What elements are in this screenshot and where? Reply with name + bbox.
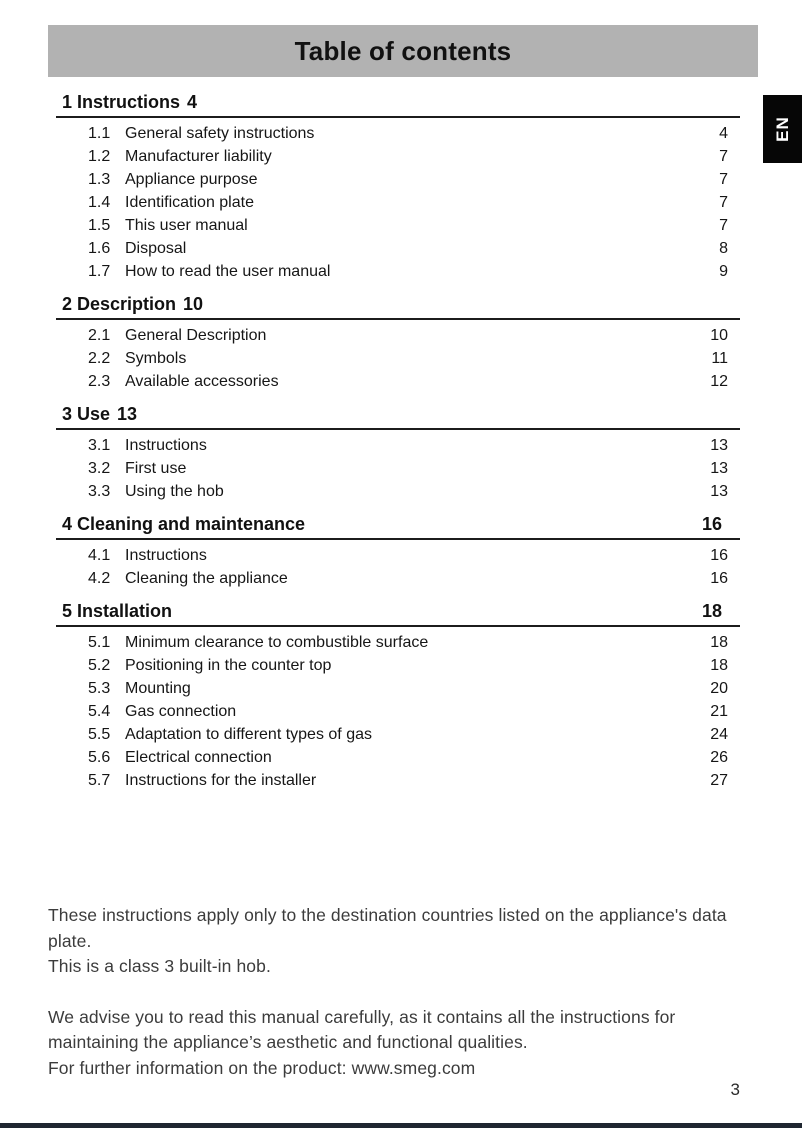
section-entries [56, 320, 740, 393]
entry-number: 2.3 [88, 373, 111, 390]
entry-number: 1.4 [88, 194, 111, 211]
page-number: 3 [730, 1080, 740, 1099]
entry-label: Gas connection [125, 703, 237, 720]
entry-number: 1.7 [88, 263, 111, 280]
entry-page: 27 [710, 772, 728, 789]
entry-page: 16 [710, 547, 728, 564]
footer-advice [48, 1005, 764, 1082]
entry-page: 7 [719, 148, 728, 165]
toc-entry [56, 654, 740, 677]
language-tab-label: EN [772, 116, 792, 142]
entry-number: 1.5 [88, 217, 111, 234]
section-entries [56, 540, 740, 590]
entry-page: 12 [710, 373, 728, 390]
footer-advice-line: We advise you to read this manual carefully, as it contains all the instructions for maintaining the appliance’s aesthetic and functional qualities. [48, 1006, 676, 1052]
toc-section [56, 402, 740, 503]
entry-label: Available accessories [125, 373, 279, 390]
toc-entry [56, 434, 740, 457]
entry-label: Electrical connection [125, 749, 272, 766]
entry-label: Positioning in the counter top [125, 657, 332, 674]
section-heading-page: 10 [183, 294, 204, 314]
entry-page: 26 [710, 749, 728, 766]
footer-note: This is a class 3 built-in hob. [48, 956, 271, 976]
entry-label: First use [125, 460, 187, 477]
toc-section [56, 292, 740, 393]
section-heading-page: 13 [117, 404, 138, 424]
page-title: Table of contents [294, 35, 512, 66]
toc-entry [56, 480, 740, 503]
entry-label: Using the hob [125, 483, 224, 500]
footer-notes [48, 903, 764, 980]
section-heading-page: 16 [701, 514, 722, 534]
toc-entry [56, 677, 740, 700]
entry-page: 13 [710, 460, 728, 477]
section-heading-row [56, 402, 740, 430]
entry-page: 18 [710, 634, 728, 651]
entry-label: Instructions for the installer [125, 772, 317, 789]
entry-page: 18 [710, 657, 728, 674]
entry-number: 2.2 [88, 350, 111, 367]
entry-page: 7 [719, 171, 728, 188]
entry-label: This user manual [125, 217, 248, 234]
entry-page: 4 [719, 125, 728, 142]
toc-entry [56, 191, 740, 214]
entry-label: Minimum clearance to combustible surface [125, 634, 429, 651]
entry-label: General safety instructions [125, 125, 315, 142]
toc-entry [56, 122, 740, 145]
table-of-contents [48, 90, 740, 792]
entry-label: Cleaning the appliance [125, 570, 288, 587]
entry-number: 5.2 [88, 657, 111, 674]
entry-number: 4.1 [88, 547, 111, 564]
toc-entry [56, 347, 740, 370]
section-heading-row [56, 599, 740, 627]
toc-entry [56, 723, 740, 746]
entry-page: 20 [710, 680, 728, 697]
entry-label: Symbols [125, 350, 187, 367]
section-heading-row [56, 292, 740, 320]
entry-number: 3.3 [88, 483, 111, 500]
toc-entry [56, 260, 740, 283]
entry-label: Adaptation to different types of gas [125, 726, 372, 743]
section-heading-page: 4 [187, 92, 198, 112]
entry-page: 9 [719, 263, 728, 280]
entry-number: 3.2 [88, 460, 111, 477]
entry-number: 1.1 [88, 125, 111, 142]
entry-number: 5.7 [88, 772, 111, 789]
page-number-row [48, 1080, 740, 1100]
entry-label: Identification plate [125, 194, 254, 211]
toc-entry [56, 237, 740, 260]
entry-label: Mounting [125, 680, 191, 697]
toc-header-banner [48, 25, 758, 77]
section-entries [56, 430, 740, 503]
toc-section [56, 90, 740, 283]
entry-page: 16 [710, 570, 728, 587]
entry-label: Instructions [125, 547, 207, 564]
section-entries [56, 118, 740, 283]
entry-page: 13 [710, 483, 728, 500]
entry-number: 1.2 [88, 148, 111, 165]
entry-label: Instructions [125, 437, 207, 454]
entry-page: 21 [710, 703, 728, 720]
entry-page: 7 [719, 217, 728, 234]
toc-entry [56, 457, 740, 480]
language-tab [763, 95, 802, 163]
entry-number: 1.6 [88, 240, 111, 257]
entry-page: 13 [710, 437, 728, 454]
entry-number: 5.3 [88, 680, 111, 697]
footer-advice-line: For further information on the product: www.smeg.com [48, 1057, 476, 1078]
entry-number: 5.4 [88, 703, 111, 720]
entry-page: 7 [719, 194, 728, 211]
entry-number: 5.1 [88, 634, 111, 651]
entry-number: 2.1 [88, 327, 111, 344]
section-heading: 2 Description [62, 294, 177, 314]
entry-number: 4.2 [88, 570, 111, 587]
toc-entry [56, 324, 740, 347]
toc-entry [56, 746, 740, 769]
toc-entry [56, 769, 740, 792]
entry-label: General Description [125, 327, 267, 344]
entry-number: 1.3 [88, 171, 111, 188]
section-heading: 4 Cleaning and maintenance [62, 514, 306, 534]
entry-number: 5.5 [88, 726, 111, 743]
entry-number: 5.6 [88, 749, 111, 766]
entry-page: 24 [710, 726, 728, 743]
section-entries [56, 627, 740, 792]
footer-text [48, 903, 764, 1081]
toc-section [56, 599, 740, 792]
toc-entry [56, 631, 740, 654]
section-heading-row [56, 512, 740, 540]
toc-entry [56, 145, 740, 168]
toc-entry [56, 168, 740, 191]
entry-page: 8 [719, 240, 728, 257]
toc-entry [56, 700, 740, 723]
section-heading-row [56, 90, 740, 118]
entry-page: 11 [711, 350, 728, 367]
section-heading: 1 Instructions [62, 92, 181, 112]
section-heading-page: 18 [701, 601, 722, 621]
footer-bar [0, 1123, 802, 1128]
entry-number: 3.1 [88, 437, 111, 454]
entry-label: How to read the user manual [125, 263, 331, 280]
section-heading: 5 Installation [62, 601, 173, 621]
toc-entry [56, 370, 740, 393]
footer-note: These instructions apply only to the destination countries listed on the appliance's data plate. [48, 905, 727, 951]
entry-label: Disposal [125, 240, 187, 257]
toc-entry [56, 214, 740, 237]
toc-entry [56, 567, 740, 590]
toc-entry [56, 544, 740, 567]
section-heading: 3 Use [62, 404, 111, 424]
entry-label: Appliance purpose [125, 171, 258, 188]
toc-section [56, 512, 740, 590]
entry-page: 10 [710, 327, 728, 344]
entry-label: Manufacturer liability [125, 148, 272, 165]
